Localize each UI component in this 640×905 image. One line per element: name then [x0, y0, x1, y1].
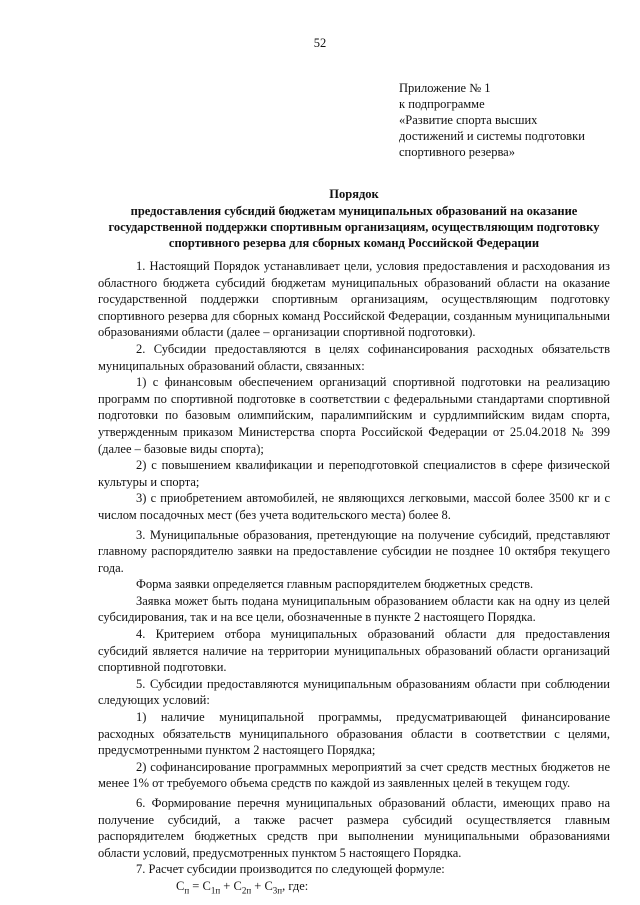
paragraph-5-2: 2) софинансирование программных мероприятий за счет средств местных бюджетов не менее 1% от требуемого объема средств по каждой из заявленных целей в текущем году.: [98, 759, 610, 791]
paragraph-3-application: Заявка может быть подана муниципальным образованием области как на одну из целей субсидирования, так и на все цели, обозначенные в пункте 2 настоящего Порядка.: [98, 593, 610, 625]
paragraph-5-1: 1) наличие муниципальной программы, предусматривающей финансирование расходных обязательств муниципального образования области в соответствии с целями, предусмотренными пунктом 2 настоящего Порядка;: [98, 710, 610, 758]
appendix-line: спортивного резерва»: [399, 145, 515, 159]
paragraph-7: 7. Расчет субсидии производится по следующей формуле:: [136, 862, 445, 877]
paragraph-2-2: 2) с повышением квалификации и переподготовкой специалистов в сфере физической культуры и спорта;: [98, 458, 610, 489]
subsidy-formula: [98, 878, 610, 899]
paragraph-6: 6. Формирование перечня муниципальных образований области, имеющих право на получение субсидий, а также расчет размера субсидий осуществляется главным распорядителем бюджетных средств при выполнении муниципальными образованиями области условий, предусмотренных пунктом 5 настоящего Порядка.: [98, 796, 610, 860]
formula-lhs-sub: п: [184, 885, 190, 896]
paragraph-2-3: 3) с приобретением автомобилей, не являющихся легковыми, массой более 3500 кг и с числом посадочных мест (без учета водительского места) более 8.: [98, 491, 610, 522]
formula-term-1-sub: 1п: [210, 885, 221, 896]
formula-term-3: C: [264, 878, 273, 893]
paragraph-1: 1. Настоящий Порядок устанавливает цели, условия предоставления и расходования из областного бюджета субсидий бюджетам муниципальных образований области на оказание государственной поддержки спортивным организациям, осуществляющим подготовку спортивного резерва для сборных команд Российской Федерации, созданным муниципальными образованиями области (далее – организации спортивной подготовки).: [98, 259, 610, 340]
formula-term-3-sub: 3п: [272, 885, 283, 896]
paragraph-2-1: 1) с финансовым обеспечением организаций спортивной подготовки на реализацию программ по спортивной подготовке в соответствии с федеральными стандартами спортивной подготовки по базовым олимпийским, паралимпийским и сурдлимпийским видам спорта, утвержденным приказом Министерства спорта Российской Федерации от 25.04.2018 № 399 (далее – базовые виды спорта);: [98, 375, 610, 456]
paragraph-4: 4. Критерием отбора муниципальных образований области для предоставления субсидий является наличие на территории муниципальных образований области организаций спортивной подготовки.: [98, 627, 610, 675]
title-line: государственной поддержки спортивным организациям, осуществляющим подготовку: [108, 220, 600, 234]
appendix-line: достижений и системы подготовки: [399, 129, 585, 143]
formula-plus: +: [251, 878, 265, 893]
appendix-block: [399, 80, 614, 160]
document-title: [98, 186, 610, 251]
formula-plus: +: [220, 878, 234, 893]
title-line: предоставления субсидий бюджетам муниципальных образований на оказание: [130, 204, 578, 218]
paragraph-5: 5. Субсидии предоставляются муниципальным образованиям области при соблюдении следующих условий:: [98, 676, 610, 708]
document-body: [98, 258, 610, 899]
formula-lhs: C: [176, 878, 185, 893]
page-number: 52: [313, 36, 327, 50]
appendix-line: Приложение № 1: [399, 81, 491, 95]
paragraph-3: 3. Муниципальные образования, претендующие на получение субсидий, представляют главному распорядителю заявки на предоставление субсидии не позднее 10 октября текущего года.: [98, 527, 610, 575]
appendix-line: «Развитие спорта высших: [399, 113, 538, 127]
paragraph-2: 2. Субсидии предоставляются в целях софинансирования расходных обязательств муниципальных образований области, связанных:: [98, 341, 610, 373]
formula-tail: , где:: [282, 878, 309, 893]
formula-term-2: C: [233, 878, 242, 893]
appendix-line: к подпрограмме: [399, 97, 485, 111]
paragraph-3-form: Форма заявки определяется главным распорядителем бюджетных средств.: [136, 577, 534, 592]
formula-term-2-sub: 2п: [241, 885, 252, 896]
formula-eq: =: [189, 878, 203, 893]
title-line: спортивного резерва для сборных команд Российской Федерации: [168, 236, 540, 250]
formula-term-1: C: [202, 878, 211, 893]
title-main: Порядок: [329, 187, 379, 201]
